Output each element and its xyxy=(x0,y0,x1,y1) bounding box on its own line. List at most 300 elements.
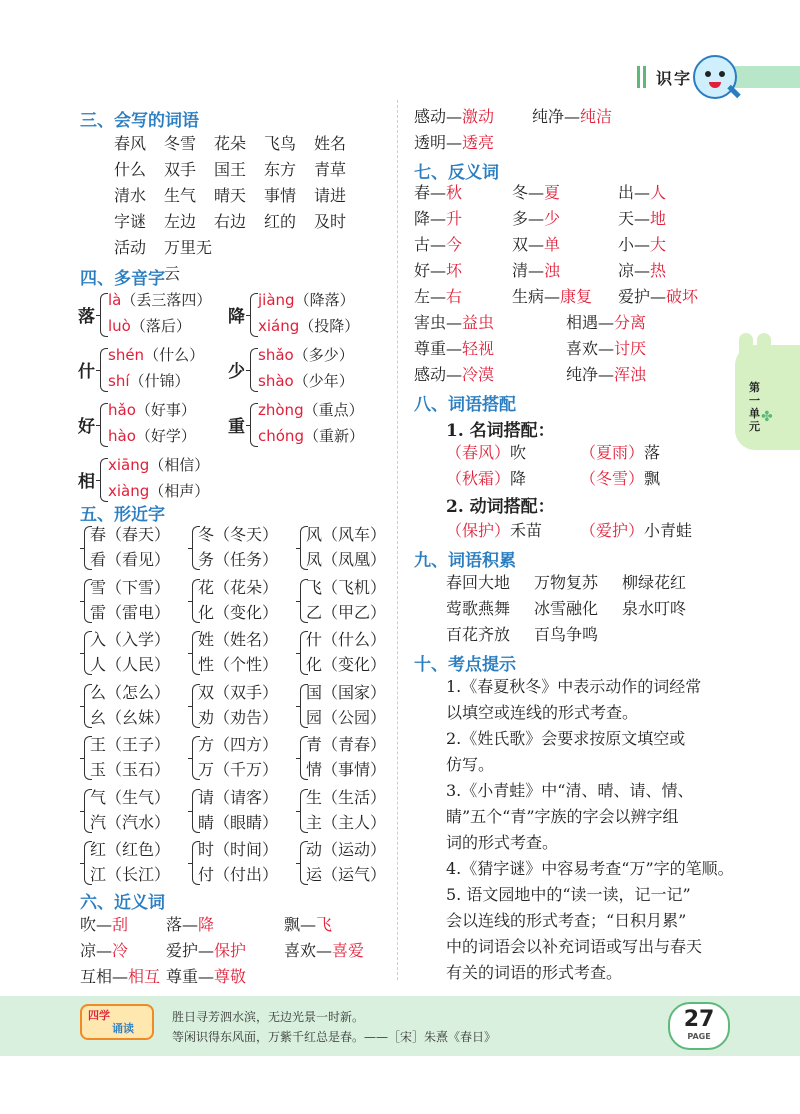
section-3-words xyxy=(114,131,364,283)
word-pair xyxy=(80,938,166,964)
pinyin: chóng xyxy=(258,427,304,445)
pair-right: 保护 xyxy=(214,941,247,960)
idiom-row xyxy=(446,622,710,648)
match-pair xyxy=(580,518,700,544)
similar-char-item: 青（青春） xyxy=(306,735,387,754)
tip-line: 仿写。 xyxy=(446,755,495,774)
tip-line: 以填空或连线的形式考查。 xyxy=(446,703,639,722)
section-10-heading: 十、考点提示 xyxy=(414,655,516,675)
word-pair-row xyxy=(414,232,718,258)
word-pair xyxy=(414,310,566,336)
section-10-tips xyxy=(446,674,736,986)
pair-right: 右 xyxy=(446,287,463,306)
word-pair xyxy=(512,206,618,232)
bracket-open: （ xyxy=(446,469,463,488)
similar-char-item: 么（怎么） xyxy=(90,682,171,702)
section-8-noun-pairs xyxy=(446,440,700,492)
match-pair xyxy=(446,440,580,466)
word: 请进 xyxy=(314,186,347,205)
word-pair xyxy=(166,938,284,964)
tip-line: 1.《春夏秋冬》中表示动作的词经常 xyxy=(446,677,702,696)
tip-line: 中的词语会以补充词语或写出与春天 xyxy=(446,937,703,956)
page-label: PAGE xyxy=(687,1032,711,1041)
pair-left: 尊重— xyxy=(166,967,215,986)
word-pair-row xyxy=(80,964,404,990)
example-word: （相声） xyxy=(149,482,210,500)
pair-left: 天— xyxy=(618,209,651,228)
pair-left: 出— xyxy=(618,183,651,202)
example-word: （丢三落四） xyxy=(121,291,212,309)
pair-right: 少 xyxy=(544,209,561,228)
example-word: （什么） xyxy=(144,346,205,364)
pinyin: hào xyxy=(108,427,136,445)
word-pair-row xyxy=(414,180,718,206)
pair-left: 感动— xyxy=(414,365,463,384)
similar-char-item: 运（运气） xyxy=(306,865,387,884)
section-5-similar-chars xyxy=(80,522,400,882)
similar-char-item: 雷（雷电） xyxy=(90,602,171,622)
similar-char-item: 国（国家） xyxy=(306,682,387,702)
idiom-row xyxy=(446,570,710,596)
pair-right: 刮 xyxy=(112,915,129,934)
bracket-open: （ xyxy=(580,443,597,462)
brace-mark xyxy=(100,293,108,337)
recitation-logo xyxy=(80,1004,154,1040)
word: 字谜 xyxy=(114,212,147,231)
word-pair xyxy=(414,232,512,258)
word-row xyxy=(114,157,364,183)
similar-char-item: 睛（眼睛） xyxy=(198,812,279,832)
reading-line xyxy=(258,315,359,336)
poem-line-1: 胜日寻芳泗水滨，无边光景一时新。 xyxy=(172,1010,365,1024)
brace-mark xyxy=(100,458,108,502)
pair-right: 浊 xyxy=(544,261,561,280)
tip-line: 词的形式考查。 xyxy=(446,833,559,852)
section-7-heading: 七、反义词 xyxy=(414,163,499,183)
word-pair-row xyxy=(414,284,718,310)
polyphone-char: 少 xyxy=(228,362,245,382)
idiom: 柳绿花红 xyxy=(622,573,687,592)
bracket-close: ） xyxy=(628,443,645,462)
pair-right: 地 xyxy=(650,209,667,228)
word-pair xyxy=(80,964,166,990)
page-number-badge xyxy=(668,1002,730,1050)
section-8-verb-pairs xyxy=(446,518,700,544)
polyphone-char: 什 xyxy=(78,362,95,382)
bracket-close: ） xyxy=(628,469,645,488)
bracket-open: （ xyxy=(446,521,463,540)
word-pair xyxy=(512,258,618,284)
reading-line xyxy=(108,344,204,365)
reading-line xyxy=(108,480,209,501)
word: 青草 xyxy=(314,160,347,179)
similar-char-item: 主（主人） xyxy=(306,812,387,832)
similar-char-item: 劝（劝告） xyxy=(198,707,279,727)
word-pair-row xyxy=(414,336,718,362)
pair-right: 秋 xyxy=(446,183,463,202)
pair-right: 激动 xyxy=(462,107,495,126)
reading-line xyxy=(108,315,191,336)
similar-char-item: 凤（凤凰） xyxy=(306,550,387,569)
pair-left: 清— xyxy=(512,261,545,280)
word-pair xyxy=(414,104,532,130)
reading-line xyxy=(258,289,355,310)
word-row xyxy=(114,209,364,235)
idiom: 春回大地 xyxy=(446,573,511,592)
pair-left: 感动— xyxy=(414,107,463,126)
word-pair xyxy=(618,232,718,258)
collocate-word: 飘 xyxy=(644,469,661,488)
section-8-heading: 八、词语搭配 xyxy=(414,395,516,415)
pair-right: 坏 xyxy=(446,261,463,280)
example-word: （相信） xyxy=(149,456,210,474)
word-pair xyxy=(532,104,652,130)
pair-left: 纯净— xyxy=(566,365,615,384)
word: 什么 xyxy=(114,160,147,179)
similar-char-item: 花（花朵） xyxy=(198,577,279,597)
similar-char-item: 看（看见） xyxy=(90,550,171,569)
pair-right: 今 xyxy=(446,235,463,254)
similar-char-item: 王（王子） xyxy=(90,735,171,754)
bracket-open: （ xyxy=(580,521,597,540)
similar-char-item: 性（个性） xyxy=(198,655,279,674)
pair-right: 热 xyxy=(650,261,667,280)
word-pair-row xyxy=(80,912,404,938)
word: 冬雪 xyxy=(164,134,197,153)
word: 万里无云 xyxy=(164,238,213,283)
reading-line xyxy=(108,370,190,391)
word-pair-row xyxy=(414,130,652,156)
section-4-heading: 四、多音字 xyxy=(80,269,165,289)
word: 飞鸟 xyxy=(264,134,297,153)
pair-left: 冬— xyxy=(512,183,545,202)
answer-word: 秋霜 xyxy=(462,469,495,488)
similar-char-item: 飞（飞机） xyxy=(306,577,387,597)
word: 清水 xyxy=(114,186,147,205)
section-3-heading: 三、会写的词语 xyxy=(80,111,199,131)
pair-right: 轻视 xyxy=(462,339,495,358)
word-pair xyxy=(414,180,512,206)
collocate-word: 吹 xyxy=(510,443,527,462)
pinyin: shǎo xyxy=(258,346,294,364)
pinyin: xiàng xyxy=(108,482,150,500)
word: 及时 xyxy=(314,212,347,231)
tip-line: 3.《小青蛙》中“清、晴、请、情、 xyxy=(446,781,694,800)
word-pair xyxy=(566,336,672,362)
example-word: （好学） xyxy=(135,427,196,445)
reading-line xyxy=(258,425,364,446)
word-pair xyxy=(512,180,618,206)
word: 右边 xyxy=(214,212,247,231)
word-pair xyxy=(566,362,672,388)
pair-right: 破坏 xyxy=(666,287,699,306)
pair-left: 互相— xyxy=(80,967,129,986)
pair-right: 相互 xyxy=(128,967,161,986)
example-word: （好事） xyxy=(135,401,196,419)
word: 国王 xyxy=(214,160,247,179)
similar-char-item: 气（生气） xyxy=(90,787,171,807)
word-pair xyxy=(414,258,512,284)
pair-right: 冷 xyxy=(112,941,129,960)
match-pair xyxy=(580,440,700,466)
pinyin: xiāng xyxy=(108,456,150,474)
pair-left: 凉— xyxy=(618,261,651,280)
collocate-word: 小青蛙 xyxy=(644,521,693,540)
bracket-close: ） xyxy=(494,521,511,540)
pair-left: 吹— xyxy=(80,915,113,934)
word: 双手 xyxy=(164,160,197,179)
word-pair xyxy=(166,912,284,938)
pair-right: 夏 xyxy=(544,183,561,202)
similar-char-item: 园（公园） xyxy=(306,707,387,727)
pair-left: 飘— xyxy=(284,915,317,934)
word-pair xyxy=(618,206,718,232)
word: 东方 xyxy=(264,160,297,179)
pair-left: 小— xyxy=(618,235,651,254)
word-pair xyxy=(618,284,718,310)
polyphone-char: 降 xyxy=(228,307,245,327)
pinyin: shào xyxy=(258,372,294,390)
answer-word: 保护 xyxy=(462,521,495,540)
brace-mark xyxy=(100,348,108,392)
polyphone-char: 重 xyxy=(228,417,245,437)
pair-left: 爱护— xyxy=(618,287,667,306)
word: 左边 xyxy=(164,212,197,231)
mascot-magnifier-icon xyxy=(693,55,737,99)
word-pair xyxy=(414,362,566,388)
tip-line: 睛”五个“青”字族的字会以辨字组 xyxy=(446,807,679,826)
section-9-idioms xyxy=(446,570,710,648)
answer-word: 春风 xyxy=(462,443,495,462)
bracket-close: ） xyxy=(494,443,511,462)
tip-line: 5. 语文园地中的“读一读，记一记” xyxy=(446,885,691,904)
similar-char-item: 时（时间） xyxy=(198,840,279,859)
tip-line: 有关的词语的形式考查。 xyxy=(446,963,623,982)
example-word: （重点） xyxy=(303,401,364,419)
word-pair xyxy=(566,310,672,336)
word-pair xyxy=(414,284,512,310)
word-row xyxy=(114,235,364,283)
pair-right: 大 xyxy=(650,235,667,254)
section-4-polyphones xyxy=(78,289,398,499)
word-pair xyxy=(284,912,404,938)
word: 活动 xyxy=(114,238,147,257)
word-pair-row xyxy=(414,206,718,232)
pair-right: 分离 xyxy=(614,313,647,332)
bracket-open: （ xyxy=(580,469,597,488)
idiom: 泉水叮咚 xyxy=(622,599,687,618)
pair-left: 双— xyxy=(512,235,545,254)
header-stripes xyxy=(637,66,651,88)
similar-char-item: 春（春天） xyxy=(90,525,171,544)
pair-right: 冷漠 xyxy=(462,365,495,384)
pinyin: shí xyxy=(108,372,130,390)
pinyin: zhòng xyxy=(258,401,304,419)
pair-left: 左— xyxy=(414,287,447,306)
example-word: （重新） xyxy=(303,427,364,445)
answer-word: 爱护 xyxy=(596,521,629,540)
example-word: （降落） xyxy=(294,291,355,309)
pair-left: 喜欢— xyxy=(284,941,333,960)
brace-mark xyxy=(250,293,258,337)
pair-right: 人 xyxy=(650,183,667,202)
example-word: （多少） xyxy=(293,346,354,364)
section-6-heading: 六、近义词 xyxy=(80,893,165,913)
word-pair xyxy=(512,232,618,258)
word-pair-row xyxy=(414,362,718,388)
match-pair xyxy=(580,466,700,492)
logo-text-1: 四学 xyxy=(88,1009,110,1022)
word: 晴天 xyxy=(214,186,247,205)
word-pair xyxy=(618,180,718,206)
pinyin: shén xyxy=(108,346,145,364)
match-pair xyxy=(446,518,580,544)
pair-right: 降 xyxy=(198,915,215,934)
idiom: 百花齐放 xyxy=(446,625,511,644)
reading-line xyxy=(108,399,196,420)
polyphone-char: 好 xyxy=(78,417,95,437)
pair-left: 透明— xyxy=(414,133,463,152)
similar-char-item: 务（任务） xyxy=(198,550,279,569)
pair-left: 凉— xyxy=(80,941,113,960)
reading-line xyxy=(258,370,354,391)
pair-left: 相遇— xyxy=(566,313,615,332)
similar-char-item: 动（运动） xyxy=(306,840,387,859)
pair-right: 单 xyxy=(544,235,561,254)
pair-right: 飞 xyxy=(316,915,333,934)
tip-line: 4.《猜字谜》中容易考查“万”字的笔顺。 xyxy=(446,859,734,878)
idiom: 冰雪融化 xyxy=(534,599,599,618)
word-pair xyxy=(618,258,718,284)
similar-char-item: 冬（冬天） xyxy=(198,525,279,544)
page-number: 27 xyxy=(683,1007,715,1032)
similar-char-item: 红（红色） xyxy=(90,840,171,859)
pair-left: 尊重— xyxy=(414,339,463,358)
section-9-heading: 九、词语积累 xyxy=(414,551,516,571)
example-word: （落后） xyxy=(130,317,191,335)
similar-char-item: 乙（甲乙） xyxy=(306,602,387,622)
word: 姓名 xyxy=(314,134,347,153)
reading-line xyxy=(258,344,354,365)
word-pair-row xyxy=(414,104,652,130)
reading-line xyxy=(108,289,211,310)
logo-text-2: 诵读 xyxy=(112,1022,134,1035)
example-word: （什锦） xyxy=(129,372,190,390)
similar-char-item: 江（长江） xyxy=(90,865,171,884)
word: 生气 xyxy=(164,186,197,205)
section-6-synonyms-continued xyxy=(414,104,652,156)
similar-char-item: 生（生活） xyxy=(306,787,387,807)
pinyin: jiàng xyxy=(258,291,295,309)
similar-char-item: 风（风车） xyxy=(306,525,387,544)
polyphone-char: 落 xyxy=(78,307,95,327)
pinyin: xiáng xyxy=(258,317,300,335)
idiom-row xyxy=(446,596,710,622)
pair-right: 益虫 xyxy=(462,313,495,332)
word-row xyxy=(114,131,364,157)
reading-line xyxy=(108,425,196,446)
collocate-word: 落 xyxy=(644,443,661,462)
pair-right: 透亮 xyxy=(462,133,495,152)
answer-word: 夏雨 xyxy=(596,443,629,462)
similar-char-item: 化（变化） xyxy=(306,655,387,674)
word: 花朵 xyxy=(214,134,247,153)
pair-right: 尊敬 xyxy=(214,967,247,986)
match-row xyxy=(446,440,700,466)
unit-label: 第一单元 xyxy=(749,381,760,433)
pair-left: 多— xyxy=(512,209,545,228)
word-pair xyxy=(284,938,404,964)
section-7-antonyms xyxy=(414,180,718,388)
pair-left: 害虫— xyxy=(414,313,463,332)
tip-line: 会以连线的形式考查；“日积月累” xyxy=(446,911,687,930)
word: 春风 xyxy=(114,134,147,153)
idiom: 百鸟争鸣 xyxy=(534,625,599,644)
similar-char-item: 姓（姓名） xyxy=(198,630,279,649)
similar-char-item: 雪（下雪） xyxy=(90,577,171,597)
pinyin: hǎo xyxy=(108,401,136,419)
collocate-word: 禾苗 xyxy=(510,521,543,540)
pair-left: 生病— xyxy=(512,287,561,306)
pair-left: 好— xyxy=(414,261,447,280)
collocate-word: 降 xyxy=(510,469,527,488)
similar-char-item: 入（入学） xyxy=(90,630,171,649)
similar-char-item: 玉（玉石） xyxy=(90,760,171,779)
reading-line xyxy=(258,399,364,420)
word: 事情 xyxy=(264,186,297,205)
similar-char-item: 人（人民） xyxy=(90,655,171,674)
similar-char-item: 化（变化） xyxy=(198,602,279,622)
word-pair xyxy=(414,336,566,362)
word-pair xyxy=(80,912,166,938)
polyphone-char: 相 xyxy=(78,472,95,492)
word-pair xyxy=(512,284,618,310)
pair-right: 纯洁 xyxy=(580,107,613,126)
similar-char-item: 万（千万） xyxy=(198,760,279,779)
word-pair xyxy=(166,964,284,990)
word-pair xyxy=(414,206,512,232)
answer-word: 冬雪 xyxy=(596,469,629,488)
bracket-open: （ xyxy=(446,443,463,462)
pair-right: 康复 xyxy=(560,287,593,306)
similar-char-item: 付（付出） xyxy=(198,865,279,884)
pinyin: luò xyxy=(108,317,131,335)
match-row xyxy=(446,466,700,492)
header-title: 识字 xyxy=(656,69,693,88)
idiom: 莺歌燕舞 xyxy=(446,599,511,618)
similar-char-item: 双（双手） xyxy=(198,682,279,702)
pair-left: 喜欢— xyxy=(566,339,615,358)
brace-mark xyxy=(250,403,258,447)
idiom: 万物复苏 xyxy=(534,573,599,592)
section-5-heading: 五、形近字 xyxy=(80,505,165,525)
section-8-sub1: 1. 名词搭配： xyxy=(446,421,555,441)
tip-line: 2.《姓氏歌》会要求按原文填空或 xyxy=(446,729,686,748)
pair-right: 升 xyxy=(446,209,463,228)
similar-char-item: 情（事情） xyxy=(306,760,387,779)
word: 红的 xyxy=(264,212,297,231)
clover-icon: ✤ xyxy=(761,409,773,425)
unit-side-tab xyxy=(735,345,800,450)
pair-right: 浑浊 xyxy=(614,365,647,384)
pinyin: là xyxy=(108,291,122,309)
reading-line xyxy=(108,454,209,475)
similar-char-item: 汽（汽水） xyxy=(90,812,171,832)
similar-char-item: 幺（幺妹） xyxy=(90,707,171,727)
section-8-sub2: 2. 动词搭配： xyxy=(446,497,555,517)
word-pair-row xyxy=(414,310,718,336)
word-pair-row xyxy=(414,258,718,284)
